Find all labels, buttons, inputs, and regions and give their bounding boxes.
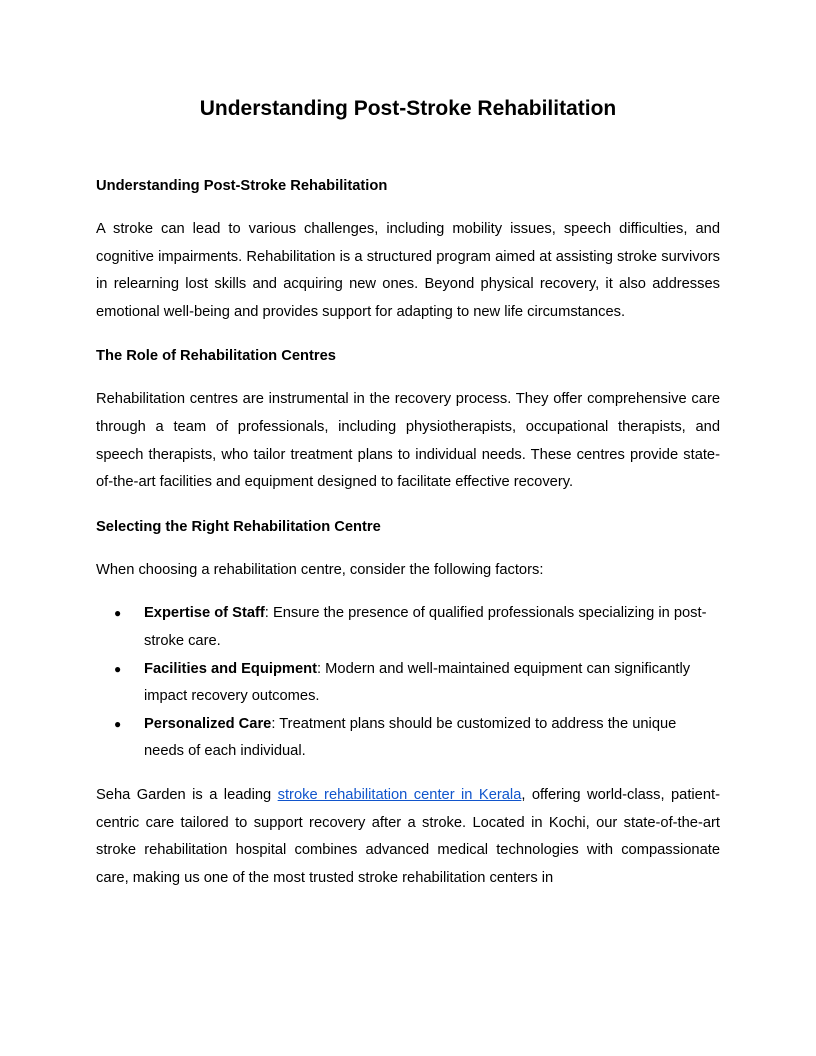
list-item (96, 600, 720, 655)
section-heading-understanding: Understanding Post-Stroke Rehabilitation (96, 178, 388, 194)
closing-text-start: Seha Garden is a leading (96, 786, 278, 803)
list-item-label: Expertise of Staff (144, 605, 265, 622)
bullet-icon: ● (114, 661, 122, 676)
list-item (96, 656, 720, 711)
section-heading-role: The Role of Rehabilitation Centres (96, 348, 336, 365)
section-intro-selecting: When choosing a rehabilitation centre, consider the following factors: (96, 561, 544, 578)
list-item (96, 711, 720, 766)
stroke-rehabilitation-link[interactable]: stroke rehabilitation center in Kerala (277, 786, 522, 803)
list-item-label: Personalized Care (144, 715, 272, 732)
list-item-text: : Ensure the presence of qualified professionals specializing in post-stroke care. (144, 605, 707, 649)
list-item-text: : Treatment plans should be customized to address the unique needs of each individual. (144, 715, 677, 760)
section-heading-selecting: Selecting the Right Rehabilitation Centre (96, 518, 381, 535)
closing-text-end: , offering world-class, patient-centric care tailored to support recovery after a stroke. Located in Kochi, our state-of-the-art stroke rehabilitation hospital combines advanced medical technologies with compassionate care, making us one of the most trusted stroke rehabilitation centers in (96, 786, 720, 886)
bullet-icon: ● (114, 606, 122, 621)
section-paragraph-role: Rehabilitation centres are instrumental in the recovery process. They offer comprehensive care through a team of professionals, including physiotherapists, occupational therapists, and speech therapists, who tailor treatment plans to individual needs. These centres provide state-of-the-art facilities and equipment designed to facilitate effective recovery. (96, 391, 720, 491)
list-item-label: Facilities and Equipment (144, 660, 318, 677)
closing-paragraph (96, 782, 720, 892)
factors-list (96, 600, 720, 766)
list-item-text: : Modern and well-maintained equipment can significantly impact recovery outcomes. (144, 660, 691, 705)
document-title: Understanding Post-Stroke Rehabilitation (199, 97, 617, 120)
bullet-icon: ● (114, 716, 122, 731)
document-body (96, 172, 720, 908)
section-paragraph-understanding: A stroke can lead to various challenges, including mobility issues, speech difficulties, and cognitive impairments. Rehabilitation is a structured program aimed at assisting stroke survivors in relearning lost skills and acquiring new ones. Beyond physical recovery, it also addresses emotional well-being and provides support for adapting to new life circumstances. (96, 221, 720, 320)
